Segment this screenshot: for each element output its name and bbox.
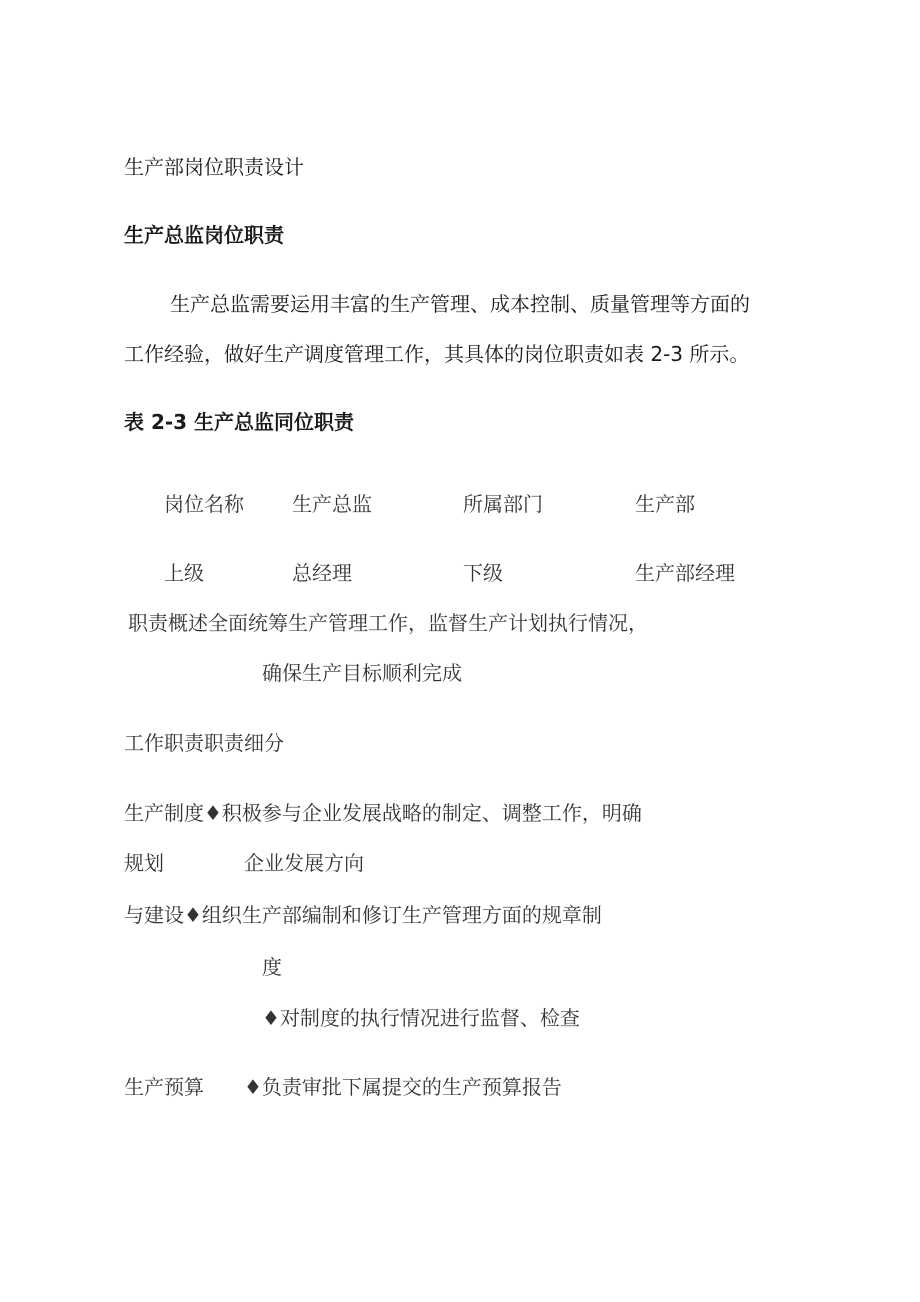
cell-subordinate-label: 下级 bbox=[463, 561, 503, 585]
duty-1-line-1: 生产制度♦积极参与企业发展战略的制定、调整工作，明确 bbox=[124, 801, 642, 825]
duty-3-line-1: ♦对制度的执行情况进行监督、检查 bbox=[262, 1006, 580, 1030]
duty-1-category-line-2: 规划 bbox=[124, 851, 164, 875]
duty-summary-line-1: 职责概述全面统筹生产管理工作，监督生产计划执行情况， bbox=[128, 611, 648, 635]
cell-department-value: 生产部 bbox=[635, 492, 695, 516]
cell-position-name-label: 岗位名称 bbox=[164, 492, 244, 516]
duty-summary-line-2: 确保生产目标顺利完成 bbox=[262, 661, 462, 685]
intro-paragraph-line-1: 生产总监需要运用丰富的生产管理、成本控制、质量管理等方面的 bbox=[170, 292, 750, 316]
cell-department-label: 所属部门 bbox=[463, 492, 543, 516]
intro-paragraph-line-2: 工作经验，做好生产调度管理工作，其具体的岗位职责如表 2-3 所示。 bbox=[124, 342, 750, 366]
duty-detail-header: 工作职责职责细分 bbox=[124, 731, 284, 755]
document-title: 生产部岗位职责设计 bbox=[124, 155, 304, 179]
duty-4-category: 生产预算 bbox=[124, 1075, 204, 1099]
duty-4-line-1: ♦负责审批下属提交的生产预算报告 bbox=[244, 1075, 562, 1099]
duty-2-line-2: 度 bbox=[262, 955, 282, 979]
duty-2-line-1: 与建设♦组织生产部编制和修订生产管理方面的规章制 bbox=[124, 903, 602, 927]
section-heading: 生产总监岗位职责 bbox=[124, 223, 284, 247]
cell-position-name-value: 生产总监 bbox=[292, 492, 372, 516]
cell-superior-label: 上级 bbox=[164, 561, 204, 585]
table-caption: 表 2-3 生产总监同位职责 bbox=[124, 410, 355, 434]
cell-subordinate-value: 生产部经理 bbox=[635, 561, 735, 585]
duty-1-line-2: 企业发展方向 bbox=[244, 851, 364, 875]
cell-superior-value: 总经理 bbox=[292, 561, 352, 585]
